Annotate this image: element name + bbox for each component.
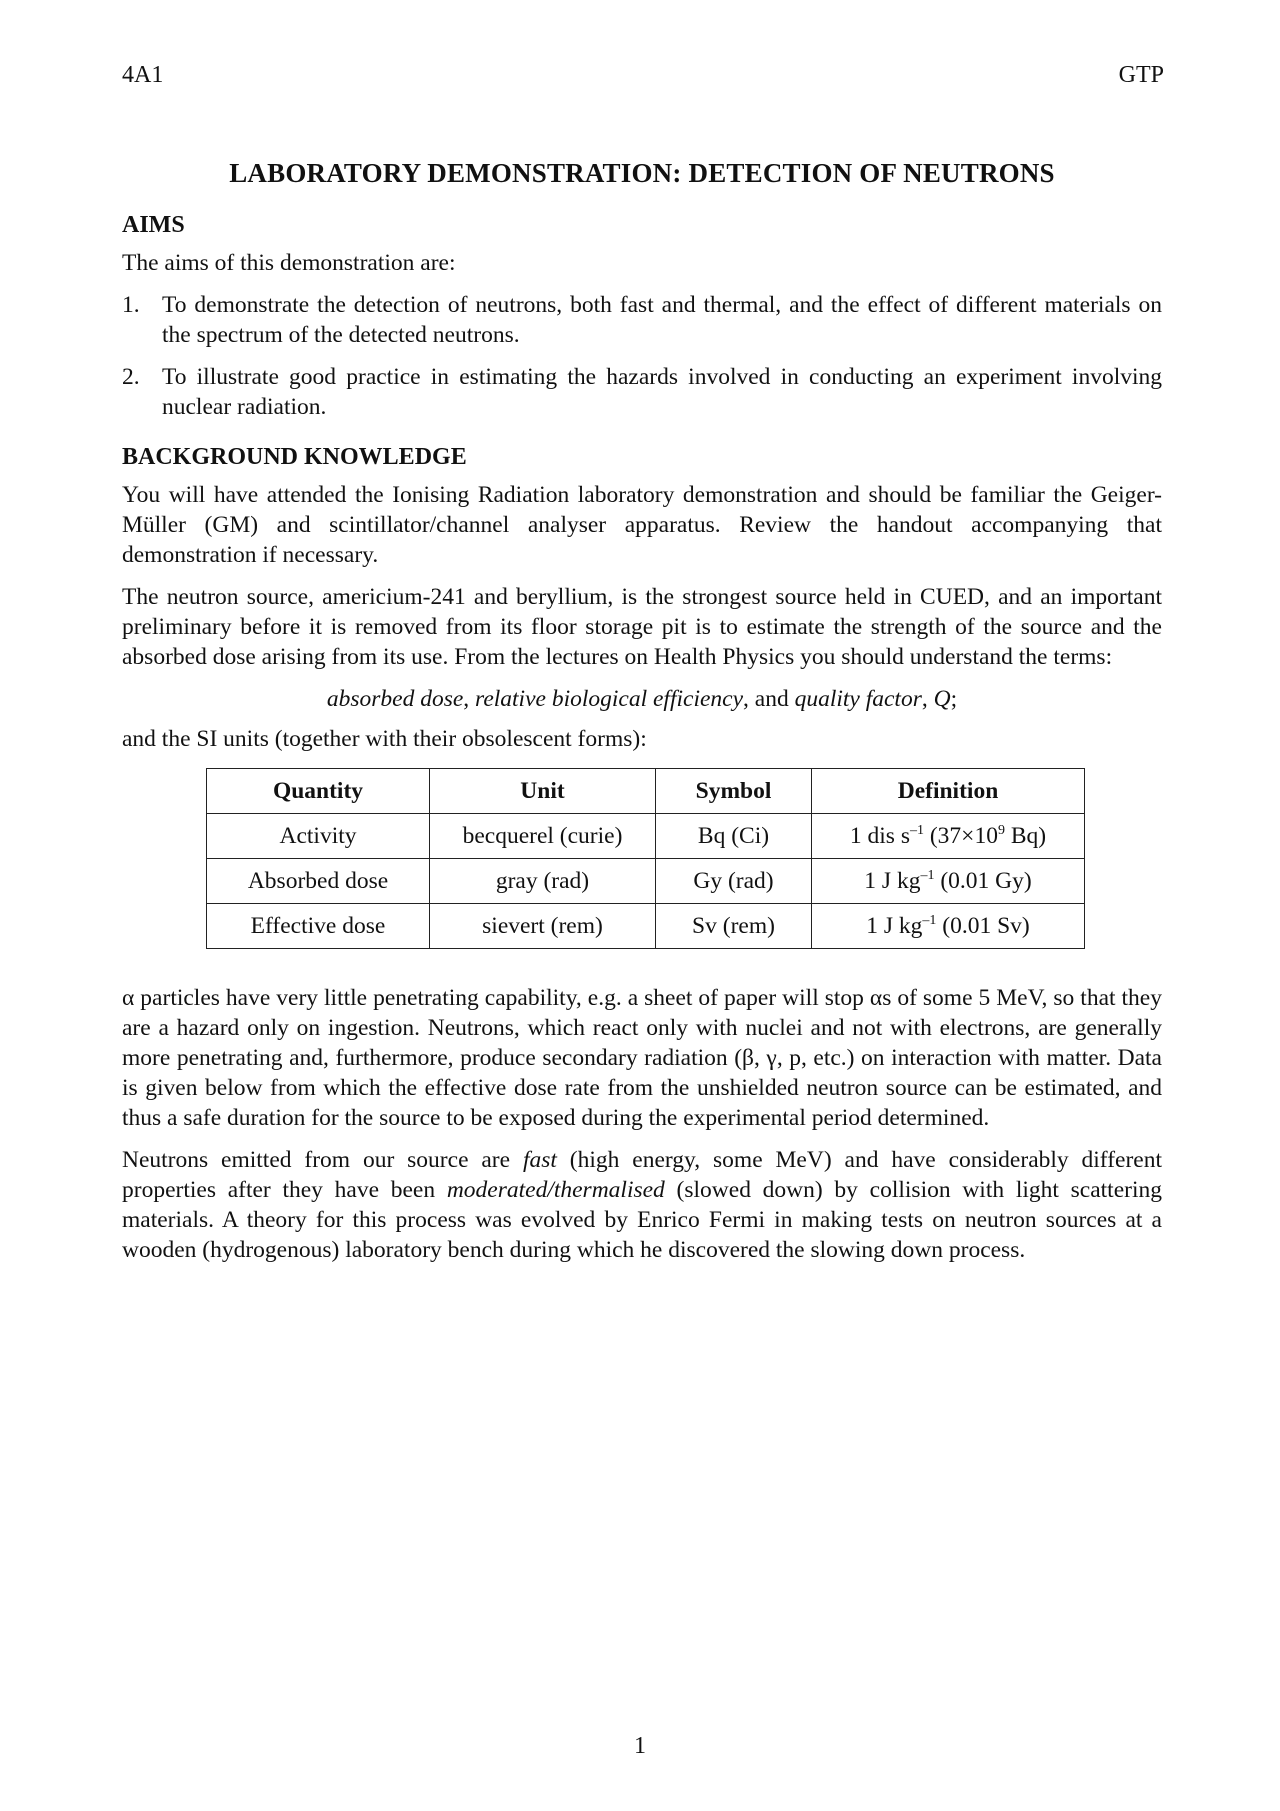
- table-header-row: [207, 769, 1085, 814]
- terms-separator: ,: [463, 686, 476, 712]
- cell-unit: becquerel (curie): [430, 814, 656, 859]
- list-item-number: 2.: [122, 364, 140, 390]
- aims-list: [122, 290, 1162, 422]
- paragraph-text: (high energy, some MeV) and have considerably different properties after they have been: [122, 1147, 1163, 1203]
- paragraph-text: Neutrons emitted from our source are: [122, 1147, 523, 1173]
- aims-heading: AIMS: [122, 212, 185, 238]
- terms-line: [122, 684, 1162, 714]
- background-paragraph-1: You will have attended the Ionising Radiation laboratory demonstration and should be familiar the Geiger-Müller (GM) and scintillator/channel analyser apparatus. Review the handout accompanying that demonstration if necessary.: [122, 482, 1162, 568]
- definition-superscript: –1: [909, 823, 924, 838]
- moderation-paragraph: [122, 1145, 1162, 1265]
- cell-unit: sievert (rem): [430, 904, 656, 949]
- definition-part: 1 J kg: [864, 868, 921, 894]
- definition-part: Bq): [1004, 823, 1047, 849]
- terms-separator: , and: [743, 686, 795, 712]
- term-q-symbol: Q: [933, 686, 951, 712]
- page-number: 1: [634, 1733, 646, 1759]
- cell-unit: gray (rad): [430, 859, 656, 904]
- background-paragraph-2: The neutron source, americium-241 and beryllium, is the strongest source held in CUED, and an important preliminary before it is removed from its floor storage pit is to estimate the strength of the source and the absorbed dose arising from its use. From the lectures on Health Physics you should understand the terms:: [122, 584, 1162, 670]
- cell-quantity: Activity: [207, 814, 430, 859]
- definition-part: 1 J kg: [866, 913, 923, 939]
- paragraph-text: (slowed down) by collision with light scattering materials. A theory for this process was evolved by Enrico Fermi in making tests on neutron sources at a wooden (hydrogenous) laboratory bench during which he discovered the slowing down process.: [122, 1177, 1162, 1263]
- term-quality-factor: quality factor: [794, 686, 922, 712]
- page-title: LABORATORY DEMONSTRATION: DETECTION OF NEUTRONS: [229, 158, 1055, 188]
- terms-end: ;: [950, 686, 958, 712]
- header-right: GTP: [1118, 62, 1164, 88]
- cell-definition: [812, 814, 1085, 859]
- background-heading: BACKGROUND KNOWLEDGE: [122, 444, 467, 470]
- definition-part: (37×10: [923, 823, 998, 849]
- list-item-number: 1.: [122, 292, 140, 318]
- cell-quantity: Absorbed dose: [207, 859, 430, 904]
- column-header-unit: Unit: [430, 769, 656, 814]
- document-body: [122, 158, 1162, 1277]
- definition-part: 1 dis s: [849, 823, 910, 849]
- term-rbe: relative biological efficiency: [475, 686, 744, 712]
- cell-symbol: Bq (Ci): [656, 814, 812, 859]
- cell-symbol: Sv (rem): [656, 904, 812, 949]
- terms-separator: ,: [921, 686, 934, 712]
- definition-superscript: –1: [920, 868, 935, 883]
- cell-quantity: Effective dose: [207, 904, 430, 949]
- aims-intro: The aims of this demonstration are:: [122, 250, 456, 276]
- column-header-quantity: Quantity: [207, 769, 430, 814]
- alpha-neutron-paragraph: α particles have very little penetrating capability, e.g. a sheet of paper will stop αs of some 5 MeV, so that they are a hazard only on ingestion. Neutrons, which react only with nuclei and not with electrons, are generally more penetrating and, furthermore, produce secondary radiation (β, γ, p, etc.) on interaction with matter. Data is given below from which the effective dose rate from the unshielded neutron source can be estimated, and thus a safe duration for the source to be exposed during the experimental period determined.: [122, 985, 1162, 1131]
- list-item-text: To demonstrate the detection of neutrons, both fast and thermal, and the effect of different materials on the spectrum of the detected neutrons.: [162, 292, 1162, 348]
- list-item-text: To illustrate good practice in estimating the hazards involved in conducting an experiment involving nuclear radiation.: [162, 364, 1162, 420]
- table-row: [207, 904, 1085, 949]
- term-fast: fast: [522, 1147, 557, 1173]
- cell-symbol: Gy (rad): [656, 859, 812, 904]
- definition-superscript: 9: [997, 823, 1005, 838]
- cell-definition: [812, 859, 1085, 904]
- list-item: [122, 362, 1162, 422]
- background-paragraph-3: and the SI units (together with their obsolescent forms):: [122, 726, 647, 752]
- column-header-definition: Definition: [812, 769, 1085, 814]
- table-row: [207, 814, 1085, 859]
- term-absorbed-dose: absorbed dose: [326, 686, 464, 712]
- definition-part: (0.01 Gy): [934, 868, 1032, 894]
- header-left: 4A1: [122, 62, 164, 88]
- term-moderated: moderated/thermalised: [446, 1177, 665, 1203]
- definition-superscript: –1: [922, 913, 937, 928]
- column-header-symbol: Symbol: [656, 769, 812, 814]
- units-table: [206, 768, 1085, 949]
- list-item: [122, 290, 1162, 350]
- definition-part: (0.01 Sv): [936, 913, 1030, 939]
- table-row: [207, 859, 1085, 904]
- cell-definition: [812, 904, 1085, 949]
